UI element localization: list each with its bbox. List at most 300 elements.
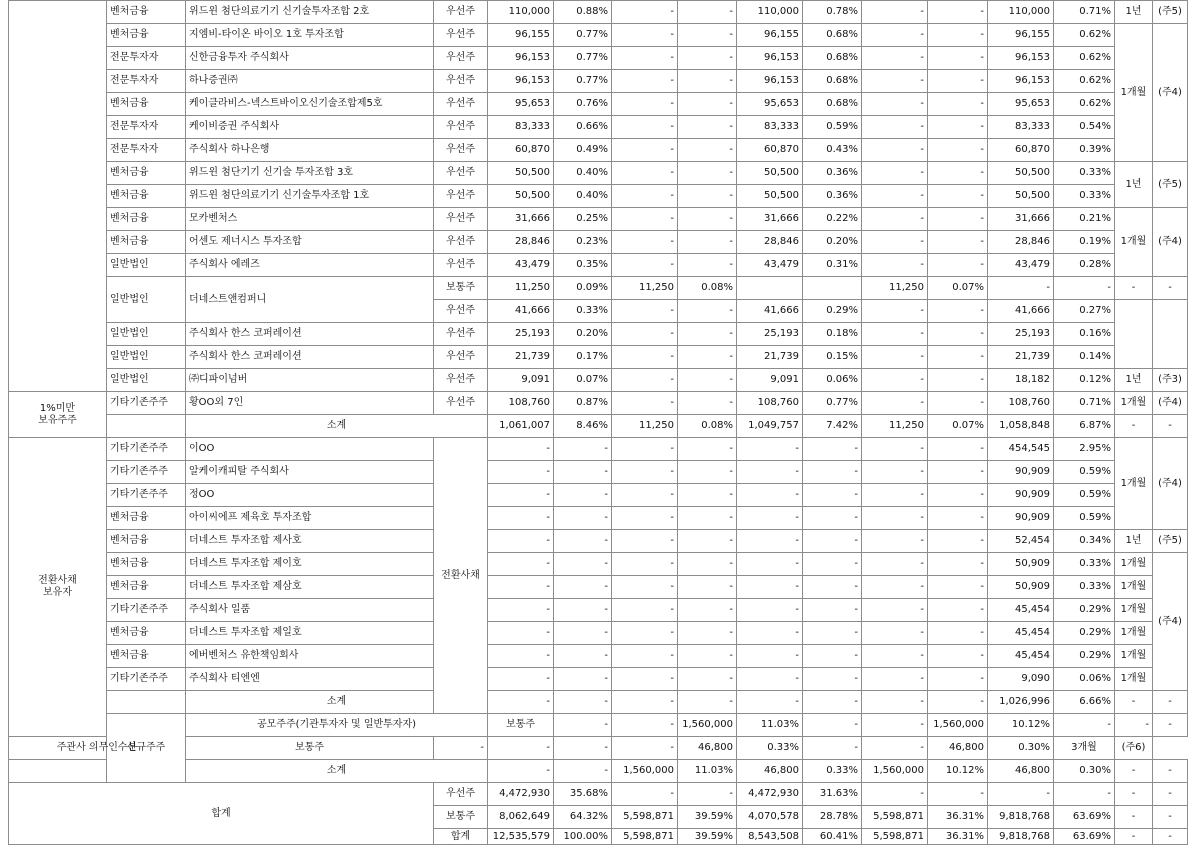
table-cell <box>803 277 862 300</box>
table-row <box>9 277 1188 300</box>
table-row <box>9 346 1188 369</box>
table-cell: - <box>803 553 862 576</box>
table-cell: - <box>803 691 862 714</box>
table-cell: 1,049,757 <box>737 415 803 438</box>
table-cell: 황OO외 7인 <box>186 392 434 415</box>
table-cell: 일반법인 <box>107 323 186 346</box>
table-cell: - <box>737 599 803 622</box>
table-row <box>9 392 1188 415</box>
table-cell: 96,153 <box>737 70 803 93</box>
table-cell: (주4) <box>1153 24 1188 162</box>
table-cell: 9,091 <box>488 369 554 392</box>
table-cell: - <box>862 185 928 208</box>
table-cell: 1개월 <box>1115 599 1153 622</box>
table-cell: 454,545 <box>988 438 1054 461</box>
table-cell: - <box>612 185 678 208</box>
table-cell: - <box>678 24 737 47</box>
table-cell: - <box>612 622 678 645</box>
table-cell: - <box>928 300 988 323</box>
table-cell: 우선주 <box>434 185 488 208</box>
table-cell: 소계 <box>186 691 488 714</box>
table-cell: 전문투자자 <box>107 139 186 162</box>
table-cell: 0.43% <box>803 139 862 162</box>
table-row <box>9 783 1188 806</box>
table-cell: - <box>678 1 737 24</box>
table-cell: 더네스트 투자조합 제삼호 <box>186 576 434 599</box>
table-cell: 0.77% <box>554 70 612 93</box>
table-cell: - <box>862 116 928 139</box>
table-cell: 90,909 <box>988 484 1054 507</box>
table-cell: - <box>737 553 803 576</box>
table-cell: 기타기존주주 <box>107 668 186 691</box>
table-cell: - <box>928 576 988 599</box>
table-cell: 우선주 <box>434 323 488 346</box>
table-cell: - <box>988 783 1054 806</box>
table-cell: 0.36% <box>803 162 862 185</box>
table-cell: 소계 <box>186 760 488 783</box>
table-cell: 우선주 <box>434 392 488 415</box>
table-cell: 기타기존주주 <box>107 392 186 415</box>
table-row <box>9 622 1188 645</box>
table-cell: 위드윈 첨단기기 신기술 투자조합 3호 <box>186 162 434 185</box>
table-cell: 더네스트 투자조합 제사호 <box>186 530 434 553</box>
table-cell: - <box>1115 760 1153 783</box>
table-cell: (주4) <box>1153 392 1188 415</box>
table-cell: - <box>488 737 554 760</box>
table-cell: 63.69% <box>1054 829 1115 845</box>
table-cell: 1개월 <box>1115 438 1153 530</box>
table-cell: - <box>554 760 612 783</box>
table-cell: - <box>862 231 928 254</box>
table-cell: 43,479 <box>988 254 1054 277</box>
table-cell: 0.29% <box>1054 645 1115 668</box>
table-cell: 0.33% <box>737 737 803 760</box>
table-cell: 우선주 <box>434 139 488 162</box>
table-cell: - <box>803 576 862 599</box>
table-cell: - <box>988 277 1054 300</box>
table-cell: 39.59% <box>678 806 737 829</box>
table-cell: 우선주 <box>434 47 488 70</box>
table-cell: 벤처금융 <box>107 24 186 47</box>
table-cell: 96,155 <box>988 24 1054 47</box>
table-cell: - <box>678 208 737 231</box>
table-cell: - <box>612 783 678 806</box>
table-cell: 108,760 <box>988 392 1054 415</box>
table-cell: 1,026,996 <box>988 691 1054 714</box>
table-cell: 5,598,871 <box>612 806 678 829</box>
table-cell: - <box>862 139 928 162</box>
table-cell: - <box>803 737 862 760</box>
table-cell: 25,193 <box>488 323 554 346</box>
table-cell: - <box>1153 714 1188 737</box>
table-cell: 1년 <box>1115 162 1153 208</box>
table-cell: - <box>862 438 928 461</box>
table-cell: - <box>678 254 737 277</box>
table-cell: 50,500 <box>737 185 803 208</box>
table-cell: 전문투자자 <box>107 70 186 93</box>
table-cell: - <box>803 530 862 553</box>
table-cell: 11,250 <box>488 277 554 300</box>
table-cell: 41,666 <box>737 300 803 323</box>
table-cell: - <box>612 392 678 415</box>
table-cell: 우선주 <box>434 346 488 369</box>
table-cell: - <box>488 530 554 553</box>
table-cell: - <box>678 691 737 714</box>
table-cell: 83,333 <box>488 116 554 139</box>
table-cell: - <box>678 369 737 392</box>
table-cell: 0.77% <box>803 392 862 415</box>
table-cell: 0.68% <box>803 93 862 116</box>
table-cell: 0.62% <box>1054 93 1115 116</box>
table-cell: - <box>678 139 737 162</box>
table-cell: - <box>737 530 803 553</box>
table-cell: 4,070,578 <box>737 806 803 829</box>
table-cell: - <box>928 47 988 70</box>
table-cell: - <box>803 484 862 507</box>
table-cell: 36.31% <box>928 829 988 845</box>
table-row <box>9 415 1188 438</box>
table-cell: 36.31% <box>928 806 988 829</box>
table-cell: 31,666 <box>737 208 803 231</box>
table-cell: - <box>678 668 737 691</box>
table-cell: 0.77% <box>554 47 612 70</box>
table-cell: - <box>862 24 928 47</box>
table-cell: 0.87% <box>554 392 612 415</box>
table-row <box>9 507 1188 530</box>
table-cell: 45,454 <box>988 622 1054 645</box>
table-row <box>9 116 1188 139</box>
table-cell: - <box>612 461 678 484</box>
table-cell: 주식회사 티엔엔 <box>186 668 434 691</box>
table-cell: 39.59% <box>678 829 737 845</box>
table-cell: 1개월 <box>1115 553 1153 576</box>
table-cell: - <box>862 70 928 93</box>
table-row <box>9 185 1188 208</box>
table-cell: 벤처금융 <box>107 507 186 530</box>
table-cell: 신한금융투자 주식회사 <box>186 47 434 70</box>
table-cell: - <box>928 599 988 622</box>
table-row <box>9 438 1188 461</box>
table-cell: 1,560,000 <box>612 760 678 783</box>
table-cell: 보통주 <box>488 714 554 737</box>
table-cell: - <box>1115 415 1153 438</box>
table-cell: - <box>862 346 928 369</box>
table-cell: 일반법인 <box>107 346 186 369</box>
table-cell: 벤처금융 <box>107 185 186 208</box>
table-cell: 0.68% <box>803 70 862 93</box>
table-cell: 주식회사 한스 코퍼레이션 <box>186 346 434 369</box>
table-cell: - <box>678 622 737 645</box>
table-cell: - <box>612 47 678 70</box>
table-cell: - <box>612 116 678 139</box>
table-cell: 벤처금융 <box>107 553 186 576</box>
table-cell: 우선주 <box>434 231 488 254</box>
table-cell: 1,560,000 <box>862 760 928 783</box>
table-row <box>9 691 1188 714</box>
table-cell: 46,800 <box>737 760 803 783</box>
table-cell: - <box>862 507 928 530</box>
table-cell: - <box>678 323 737 346</box>
table-cell <box>1115 300 1153 369</box>
table-cell: 2.95% <box>1054 438 1115 461</box>
table-cell: 108,760 <box>488 392 554 415</box>
table-cell: 0.33% <box>803 760 862 783</box>
table-cell: 5,598,871 <box>862 829 928 845</box>
table-cell: - <box>612 530 678 553</box>
table-cell: 31,666 <box>988 208 1054 231</box>
table-cell <box>107 415 186 438</box>
table-cell: 50,909 <box>988 576 1054 599</box>
table-cell: 벤처금융 <box>107 645 186 668</box>
table-row <box>9 668 1188 691</box>
table-cell: - <box>554 438 612 461</box>
table-cell: 11,250 <box>612 277 678 300</box>
table-cell: 0.29% <box>803 300 862 323</box>
table-row <box>9 737 1188 760</box>
table-cell: - <box>612 553 678 576</box>
table-row <box>9 599 1188 622</box>
table-cell: 벤처금융 <box>107 231 186 254</box>
table-cell: - <box>612 369 678 392</box>
table-cell: - <box>488 622 554 645</box>
table-row <box>9 484 1188 507</box>
table-cell: 케이비증권 주식회사 <box>186 116 434 139</box>
table-cell: - <box>862 162 928 185</box>
table-cell: - <box>862 300 928 323</box>
table-cell: 0.49% <box>554 139 612 162</box>
table-cell: 더네스트 투자조합 제일호 <box>186 622 434 645</box>
table-cell: - <box>488 645 554 668</box>
table-cell: 어센도 제너시스 투자조합 <box>186 231 434 254</box>
table-cell: - <box>488 576 554 599</box>
table-cell: (주4) <box>1153 208 1188 277</box>
table-cell: - <box>862 369 928 392</box>
table-row <box>9 530 1188 553</box>
table-cell: 96,153 <box>737 47 803 70</box>
table-row <box>9 47 1188 70</box>
table-cell: - <box>612 346 678 369</box>
table-cell: 벤처금융 <box>107 162 186 185</box>
table-row <box>9 70 1188 93</box>
table-cell <box>737 277 803 300</box>
table-cell: - <box>678 484 737 507</box>
table-cell: 0.29% <box>1054 599 1115 622</box>
table-row <box>9 1 1188 24</box>
table-cell: 9,818,768 <box>988 829 1054 845</box>
table-row <box>9 139 1188 162</box>
table-cell: 11.03% <box>678 760 737 783</box>
table-cell: - <box>928 507 988 530</box>
table-cell: - <box>803 714 862 737</box>
table-cell: - <box>612 668 678 691</box>
table-cell: 우선주 <box>434 1 488 24</box>
table-cell: 더네스트앤컴퍼니 <box>186 277 434 323</box>
table-cell: - <box>488 599 554 622</box>
table-cell: - <box>554 645 612 668</box>
table-cell: 우선주 <box>434 70 488 93</box>
table-cell: (주3) <box>1153 369 1188 392</box>
table-cell: 보통주 <box>434 277 488 300</box>
table-cell: 1%미만 보유주주 <box>9 392 107 438</box>
table-cell: 주식회사 한스 코퍼레이션 <box>186 323 434 346</box>
table-cell: 50,909 <box>988 553 1054 576</box>
table-cell: - <box>928 231 988 254</box>
table-cell: - <box>678 231 737 254</box>
table-row <box>9 461 1188 484</box>
table-cell: 60,870 <box>737 139 803 162</box>
table-cell: 5,598,871 <box>862 806 928 829</box>
table-cell: - <box>928 116 988 139</box>
shareholder-lockup-table <box>8 0 1188 845</box>
table-cell: 우선주 <box>434 162 488 185</box>
table-cell: 95,653 <box>488 93 554 116</box>
table-cell: 9,091 <box>737 369 803 392</box>
table-cell: 주관사 의무인수분 <box>9 737 186 760</box>
table-cell: 6.87% <box>1054 415 1115 438</box>
table-cell: 벤처금융 <box>107 576 186 599</box>
table-cell: 0.40% <box>554 185 612 208</box>
table-cell: - <box>862 714 928 737</box>
table-cell: 전환사채 보유자 <box>9 438 107 737</box>
table-cell: 0.30% <box>1054 760 1115 783</box>
table-cell: - <box>803 438 862 461</box>
table-cell: 주식회사 일품 <box>186 599 434 622</box>
table-cell: 기타기존주주 <box>107 438 186 461</box>
table-cell: 0.33% <box>554 300 612 323</box>
table-cell: - <box>862 47 928 70</box>
table-row <box>9 254 1188 277</box>
table-cell: 11,250 <box>862 277 928 300</box>
table-cell: - <box>928 622 988 645</box>
table-cell: 보통주 <box>186 737 434 760</box>
table-cell: 64.32% <box>554 806 612 829</box>
table-cell: 50,500 <box>488 162 554 185</box>
table-cell: 83,333 <box>988 116 1054 139</box>
table-cell: 에버벤처스 유한책임회사 <box>186 645 434 668</box>
table-cell: 0.71% <box>1054 1 1115 24</box>
table-cell: 43,479 <box>488 254 554 277</box>
table-cell: - <box>862 461 928 484</box>
table-cell: 벤처금융 <box>107 1 186 24</box>
table-cell: 기타기존주주 <box>107 599 186 622</box>
table-cell: - <box>862 1 928 24</box>
table-cell: 1개월 <box>1115 208 1153 277</box>
table-cell: - <box>554 530 612 553</box>
table-cell: 0.54% <box>1054 116 1115 139</box>
table-cell: - <box>862 254 928 277</box>
table-cell: 기타기존주주 <box>107 484 186 507</box>
table-cell: 60.41% <box>803 829 862 845</box>
table-cell: 96,153 <box>988 47 1054 70</box>
table-cell: 6.66% <box>1054 691 1115 714</box>
table-cell: 50,500 <box>737 162 803 185</box>
table-cell: 우선주 <box>434 783 488 806</box>
table-cell: - <box>928 783 988 806</box>
table-cell: - <box>737 691 803 714</box>
table-cell: - <box>678 93 737 116</box>
table-cell: - <box>928 185 988 208</box>
table-cell: 일반법인 <box>107 254 186 277</box>
table-cell: - <box>678 645 737 668</box>
table-cell: - <box>737 668 803 691</box>
table-cell: 위드윈 첨단의료기기 신기술투자조합 1호 <box>186 185 434 208</box>
table-cell: 우선주 <box>434 369 488 392</box>
table-cell: - <box>678 392 737 415</box>
table-cell: 0.40% <box>554 162 612 185</box>
table-cell: - <box>1153 691 1188 714</box>
table-cell: 100.00% <box>554 829 612 845</box>
table-row <box>9 208 1188 231</box>
table-cell: - <box>678 507 737 530</box>
table-cell: - <box>612 484 678 507</box>
table-cell: - <box>612 438 678 461</box>
table-row <box>9 645 1188 668</box>
table-cell: - <box>928 1 988 24</box>
table-cell: - <box>737 645 803 668</box>
table-cell: 벤처금융 <box>107 622 186 645</box>
table-cell: - <box>803 668 862 691</box>
table-cell: 우선주 <box>434 24 488 47</box>
table-cell: 8,543,508 <box>737 829 803 845</box>
table-cell: 0.27% <box>1054 300 1115 323</box>
table-cell: - <box>737 484 803 507</box>
table-cell: 전환사채 <box>434 438 488 714</box>
table-cell: 9,090 <box>988 668 1054 691</box>
table-cell <box>1153 300 1188 369</box>
table-cell: 28,846 <box>988 231 1054 254</box>
table-cell: - <box>928 323 988 346</box>
table-cell: 28,846 <box>488 231 554 254</box>
table-cell: 전문투자자 <box>107 47 186 70</box>
table-cell: 0.20% <box>554 323 612 346</box>
table-cell: 9,818,768 <box>988 806 1054 829</box>
table-cell: 0.19% <box>1054 231 1115 254</box>
table-cell: 0.62% <box>1054 70 1115 93</box>
table-cell: - <box>554 461 612 484</box>
table-row <box>9 323 1188 346</box>
table-cell: - <box>554 553 612 576</box>
table-cell: - <box>612 1 678 24</box>
table-cell: 1년 <box>1115 1 1153 24</box>
table-cell: - <box>862 484 928 507</box>
table-cell: 0.23% <box>554 231 612 254</box>
table-cell: - <box>612 576 678 599</box>
table-cell: 96,153 <box>488 47 554 70</box>
table-cell: 95,653 <box>988 93 1054 116</box>
table-cell: - <box>737 461 803 484</box>
table-cell: - <box>612 93 678 116</box>
table-cell: 우선주 <box>434 300 488 323</box>
table-cell: - <box>554 668 612 691</box>
table-cell: 25,193 <box>737 323 803 346</box>
table-cell: - <box>612 139 678 162</box>
table-cell: 96,153 <box>488 70 554 93</box>
table-cell: - <box>1054 714 1115 737</box>
table-cell: - <box>803 622 862 645</box>
table-cell: 0.07% <box>928 277 988 300</box>
table-cell: - <box>928 254 988 277</box>
table-cell: - <box>678 599 737 622</box>
table-cell: 110,000 <box>988 1 1054 24</box>
table-cell: - <box>862 599 928 622</box>
table-cell: - <box>862 691 928 714</box>
table-cell: 1개월 <box>1115 622 1153 645</box>
table-cell: - <box>1153 829 1188 845</box>
table-cell: 110,000 <box>488 1 554 24</box>
table-cell: 1개월 <box>1115 668 1153 691</box>
table-cell: 벤처금융 <box>107 208 186 231</box>
table-cell: 전문투자자 <box>107 116 186 139</box>
